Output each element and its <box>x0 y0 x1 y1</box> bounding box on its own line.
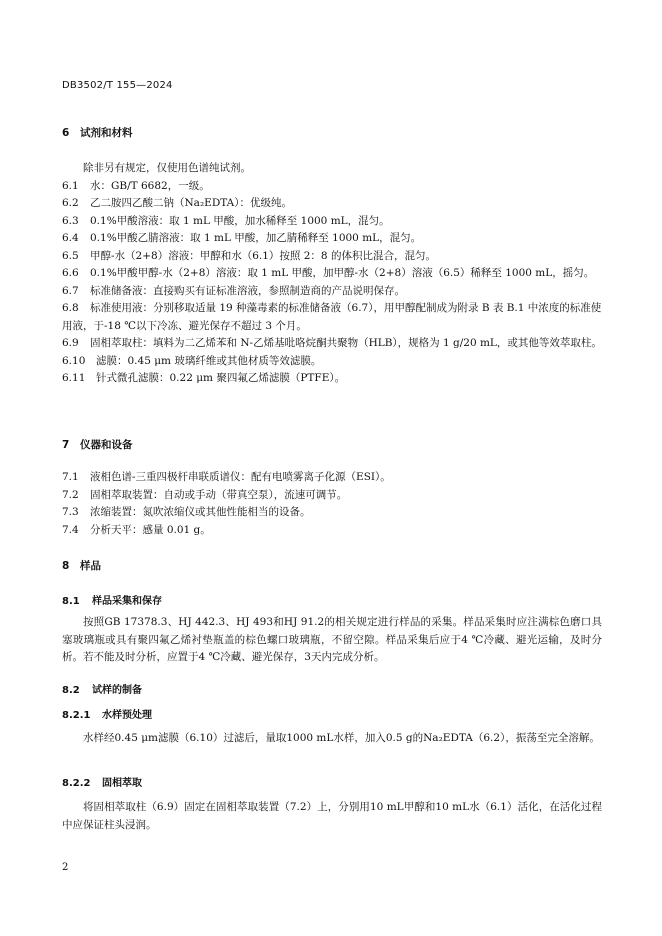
item-text: 0.1%甲酸乙腈溶液：取 1 mL 甲酸，加乙腈稀释至 1000 mL，混匀。 <box>90 232 422 244</box>
list-item-7-1 <box>62 469 602 487</box>
section-number: 8.2 <box>62 685 80 696</box>
item-text: 固相萃取柱：填料为二乙烯苯和 N-乙烯基吡咯烷酮共聚物（HLB），规格为 1 g/20 mL，或其他等效萃取柱。 <box>90 337 602 349</box>
item-text: 浓缩装置：氮吹浓缩仪或其他性能相当的设备。 <box>90 506 311 518</box>
section-number: 8.2.1 <box>62 710 91 721</box>
item-text: 滤膜：0.45 μm 玻璃纤维或其他材质等效滤膜。 <box>96 354 322 367</box>
section-8-2-1-body <box>62 730 602 748</box>
item-text: 分析天平：感量 0.01 g。 <box>90 523 211 536</box>
item-number: 6.9 <box>62 337 79 349</box>
section-8-heading <box>62 558 101 573</box>
section-title: 仪器和设备 <box>80 439 133 451</box>
section-8-2-1-heading <box>62 706 152 721</box>
section-6-intro: 除非另有规定，仅使用色谱纯试剂。 <box>83 162 251 174</box>
section-title: 固相萃取 <box>102 778 142 789</box>
list-item-6-1 <box>62 178 602 196</box>
item-number: 6.8 <box>62 302 79 314</box>
list-item-6-4 <box>62 230 602 248</box>
item-number: 7.4 <box>62 523 79 536</box>
list-item-6-5 <box>62 248 602 266</box>
list-item-6-3 <box>62 213 602 231</box>
item-number: 6.7 <box>62 284 79 297</box>
list-item-7-3 <box>62 504 602 522</box>
list-item-6-7 <box>62 283 602 301</box>
section-number: 8 <box>62 560 70 572</box>
item-number: 6.5 <box>62 249 79 262</box>
item-text: 0.1%甲酸溶液：取 1 mL 甲酸，加水稀释至 1000 mL，混匀。 <box>90 214 390 227</box>
section-8-1-body <box>62 614 602 667</box>
item-number: 7.1 <box>62 471 79 483</box>
item-number: 7.3 <box>62 506 79 518</box>
section-number: 7 <box>62 439 70 451</box>
list-item-6-6 <box>62 265 602 283</box>
section-8-1-heading <box>62 592 162 607</box>
list-item-7-4 <box>62 522 602 540</box>
section-6-heading <box>62 125 133 140</box>
item-text: 固相萃取装置：自动或手动（带真空泵），流速可调节。 <box>90 488 348 501</box>
section-title: 试样的制备 <box>92 685 142 696</box>
paragraph: 水样经0.45 μm滤膜（6.10）过滤后，量取1000 mL水样，加入0.5 g的Na₂EDTA（6.2），振荡至完全溶解。 <box>83 732 600 744</box>
item-text: 甲醇-水（2+8）溶液：甲醇和水（6.1）按照 2：8 的体积比混合，混匀。 <box>90 249 436 262</box>
item-text: 针式微孔滤膜：0.22 μm 聚四氟乙烯滤膜（PTFE）。 <box>96 372 346 384</box>
item-text: 0.1%甲酸甲醇-水（2+8）溶液：取 1 mL 甲酸，加甲醇-水（2+8）溶液（6.5）稀释至 1000 mL，摇匀。 <box>90 267 595 279</box>
section-7-body <box>62 469 602 539</box>
list-item-6-9 <box>62 335 602 353</box>
section-7-heading <box>62 437 133 452</box>
section-6-body <box>62 160 602 388</box>
item-number: 6.2 <box>62 197 79 209</box>
section-8-2-heading <box>62 681 142 696</box>
item-text: 水：GB/T 6682，一级。 <box>90 179 210 192</box>
document-code: DB3502/T 155—2024 <box>62 80 173 91</box>
section-title: 样品 <box>80 560 101 572</box>
item-number: 7.2 <box>62 488 79 501</box>
item-number: 6.1 <box>62 179 79 192</box>
list-item-6-2 <box>62 195 602 213</box>
item-number: 6.10 <box>62 354 86 367</box>
section-8-2-2-body <box>62 799 602 834</box>
section-title: 样品采集和保存 <box>92 596 162 607</box>
section-title: 水样预处理 <box>102 710 152 721</box>
section-number: 8.2.2 <box>62 778 91 789</box>
item-text: 乙二胺四乙酸二钠（Na₂EDTA）：优级纯。 <box>90 197 293 209</box>
item-number: 6.11 <box>62 372 86 384</box>
paragraph: 将固相萃取柱（6.9）固定在固相萃取装置（7.2）上，分别用10 mL甲醇和10 mL水（6.1）活化，在活化过程中应保证柱头浸润。 <box>62 801 602 831</box>
list-item-6-10 <box>62 353 602 371</box>
item-number: 6.4 <box>62 232 79 244</box>
item-text: 标准使用液：分别移取适量 19 种藻毒素的标准储备液（6.7），用甲醇配制成为附录 B 表 B.1 中浓度的标准使用液，于-18 ℃以下冷冻、避光保存不超过 3 个月。 <box>62 302 602 332</box>
page-number: 2 <box>62 862 69 873</box>
list-item-7-2 <box>62 487 602 505</box>
section-title: 试剂和材料 <box>80 127 133 139</box>
item-number: 6.6 <box>62 267 79 279</box>
section-8-2-2-heading <box>62 774 142 789</box>
item-number: 6.3 <box>62 214 79 227</box>
list-item-6-8 <box>62 300 602 335</box>
item-text: 液相色谱-三重四极杆串联质谱仪：配有电喷雾离子化源（ESI）。 <box>90 471 391 483</box>
list-item-6-11 <box>62 370 602 388</box>
section-number: 6 <box>62 127 70 139</box>
item-text: 标准储备液：直接购买有证标准溶液，参照制造商的产品说明保存。 <box>90 284 405 297</box>
section-number: 8.1 <box>62 596 80 607</box>
paragraph: 按照GB 17378.3、HJ 442.3、HJ 493和HJ 91.2的相关规定进行样品的采集。样品采集时应注满棕色磨口具塞玻璃瓶或具有聚四氟乙烯衬垫瓶盖的棕色螺口玻璃瓶，不留空隙。样品采集后应于4 ℃冷藏、避光运输，及时分析。若不能及时分析，应置于4 ℃冷藏、避光保存，3天内完成分析。 <box>62 616 602 663</box>
